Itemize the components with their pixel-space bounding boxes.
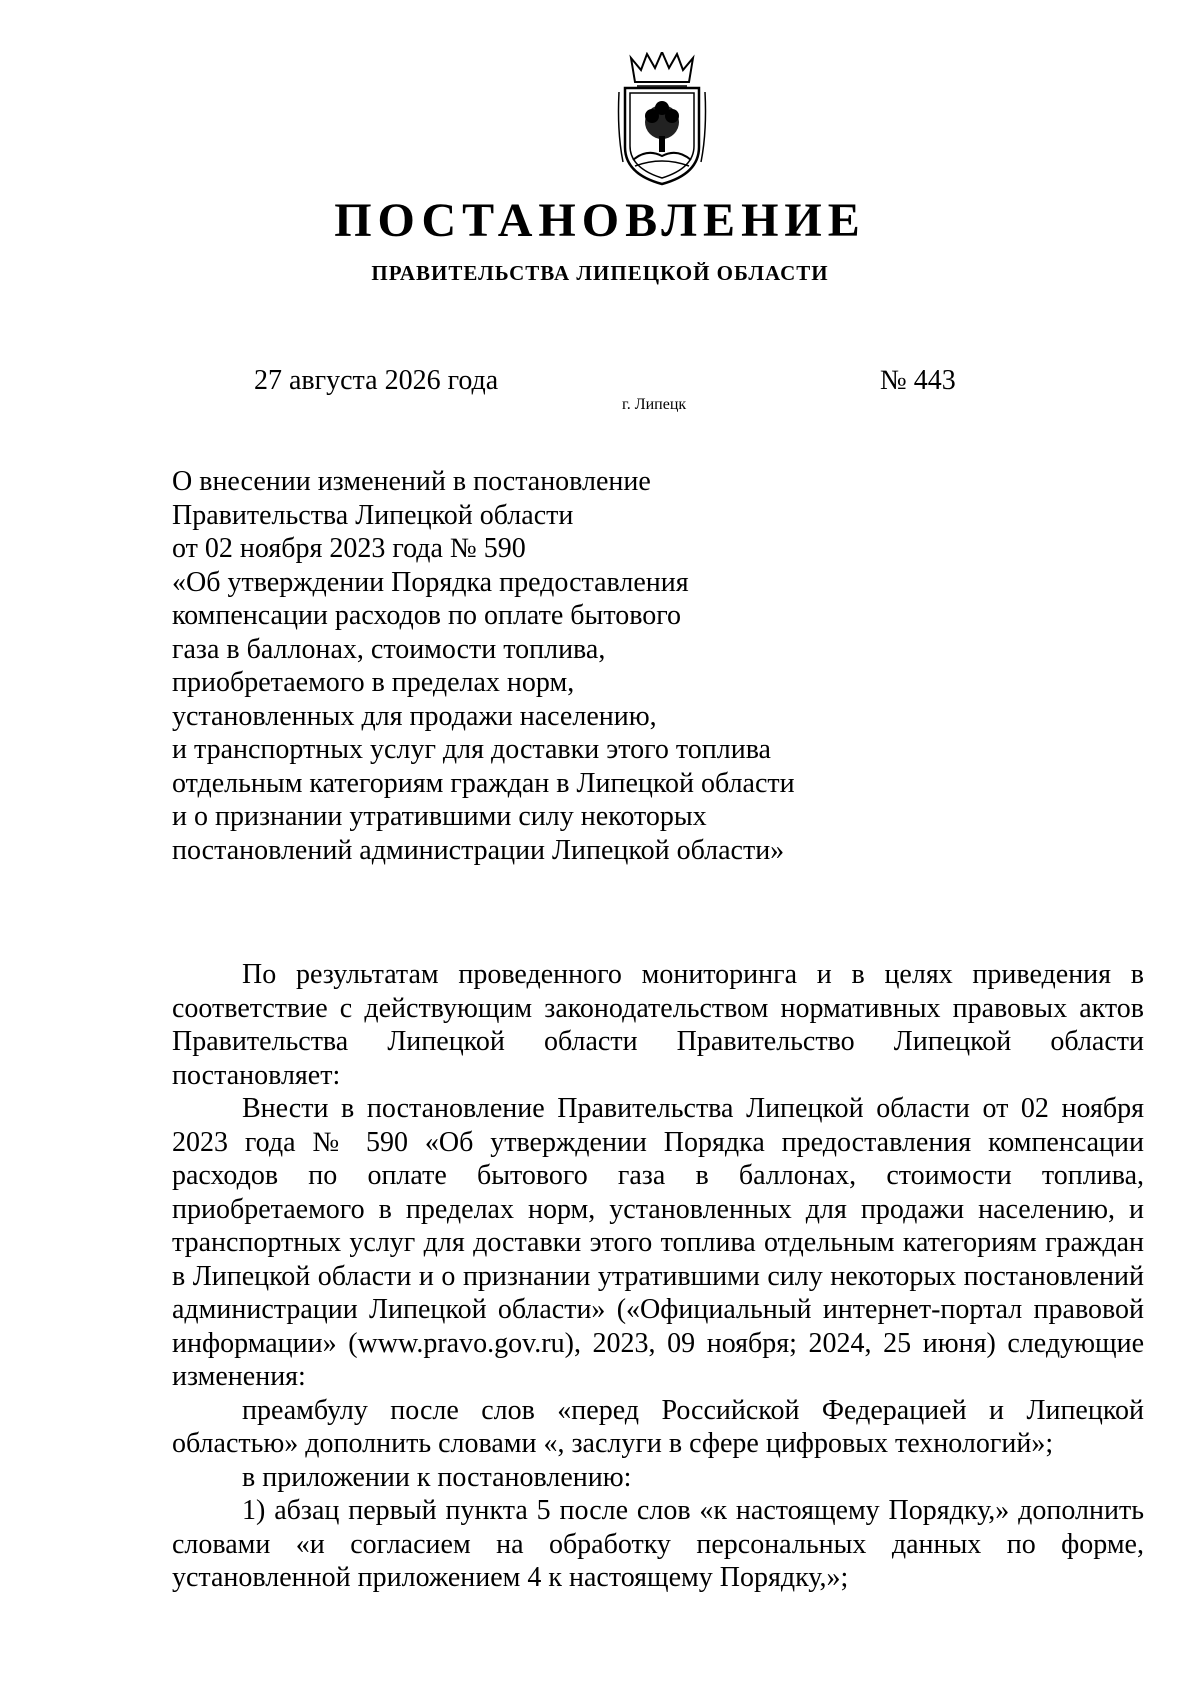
heading-line: отдельным категориям граждан в Липецкой области	[172, 767, 795, 799]
resolution-heading	[172, 465, 795, 867]
heading-line: от 02 ноября 2023 года № 590	[172, 533, 526, 564]
document-date: 27 августа 2026 года	[254, 365, 499, 396]
heading-line: установленных для продажи населению,	[172, 700, 657, 732]
document-city: г. Липецк	[622, 396, 687, 413]
body-paragraph: Внести в постановление Правительства Липецкой области от 02 ноября 2023 года № 590 «Об утверждении Порядка предоставления компенсации расходов по оплате бытового газа в баллонах, стоимости топлива, приобретаемого в пределах норм, установленных для продажи населению, и транспортных услуг для доставки этого топлива отдельным категориям граждан в Липецкой области и о признании утратившими силу некоторых постановлений администрации Липецкой области» («Официальный интернет-портал правовой информации» (www.pravo.gov.ru), 2023, 09 ноября; 2024, 25 июня) следующие изменения:	[172, 1093, 1144, 1392]
document-number: № 443	[880, 365, 956, 396]
heading-line: Правительства Липецкой области	[172, 499, 574, 531]
heading-line: и транспортных услуг для доставки этого топлива	[172, 734, 771, 765]
body-paragraph: 1) абзац первый пункта 5 после слов «к настоящему Порядку,» дополнить словами «и согласием на обработку персональных данных по форме, установленной приложением 4 к настоящему Порядку,»;	[172, 1495, 1144, 1593]
document-title: ПОСТАНОВЛЕНИЕ	[334, 194, 866, 247]
heading-line: и о признании утратившими силу некоторых	[172, 801, 707, 832]
heading-line: газа в баллонах, стоимости топлива,	[172, 633, 606, 665]
body-paragraph: преамбулу после слов «перед Российской Федерацией и Липецкой областью» дополнить словами «, заслуги в сфере цифровых технологий»;	[172, 1394, 1144, 1459]
heading-line: О внесении изменений в постановление	[172, 466, 651, 497]
heading-line: приобретаемого в пределах норм,	[172, 667, 575, 698]
body-paragraph: По результатам проведенного мониторинга и в целях приведения в соответствие с действующим законодательством нормативных правовых актов Правительства Липецкой области Правительство Липецкой области постановляет:	[172, 959, 1144, 1091]
coat-of-arms-icon	[617, 52, 707, 187]
heading-line: компенсации расходов по оплате бытового	[172, 600, 682, 631]
document-subtitle: ПРАВИТЕЛЬСТВА ЛИПЕЦКОЙ ОБЛАСТИ	[371, 261, 829, 285]
heading-line: «Об утверждении Порядка предоставления	[172, 566, 689, 598]
heading-line: постановлений администрации Липецкой области»	[172, 834, 785, 866]
document-body	[172, 958, 1144, 1595]
body-paragraph: в приложении к постановлению:	[242, 1461, 632, 1493]
